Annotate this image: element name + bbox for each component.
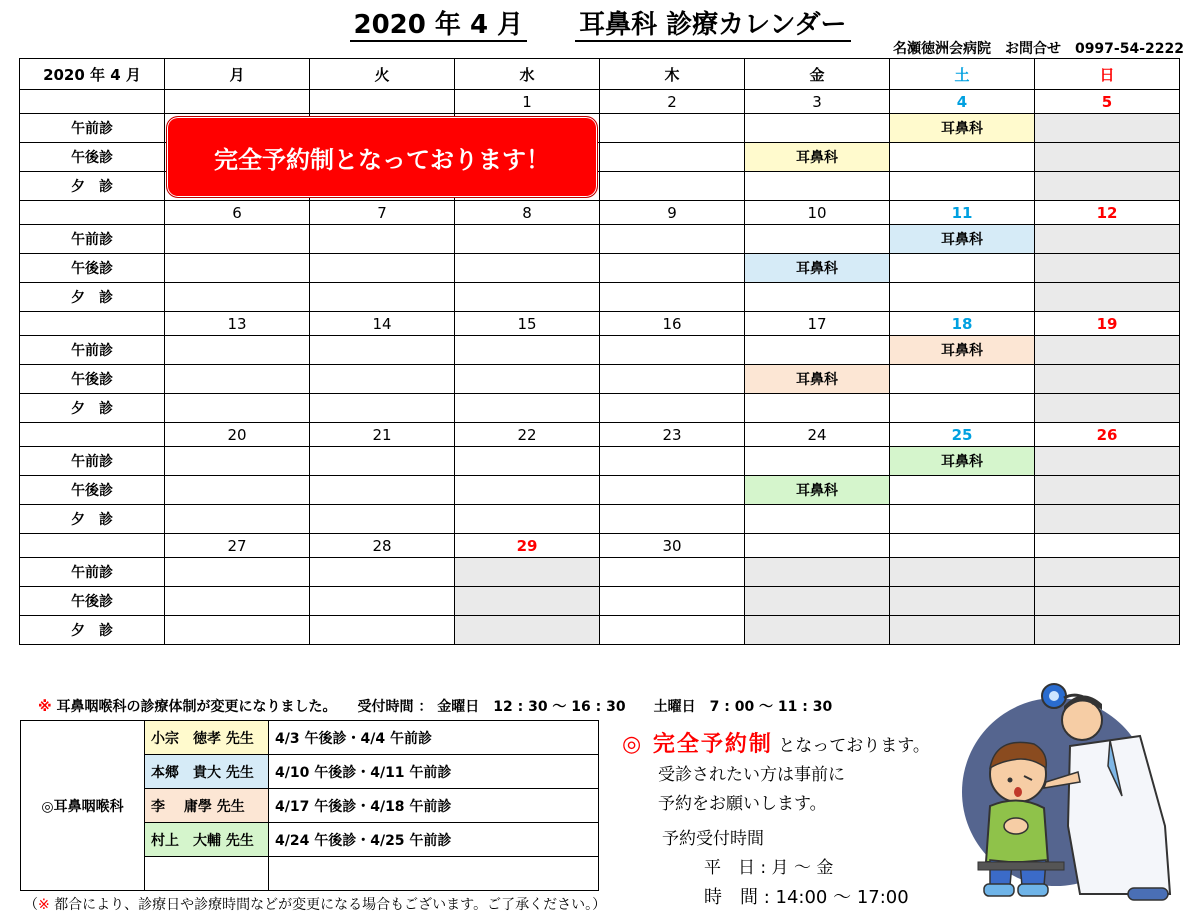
slot-label-pm: 午後診: [20, 476, 165, 505]
full-reservation-banner: 完全予約制となっております！: [166, 116, 598, 198]
clinic-cell: 耳鼻科: [745, 365, 890, 394]
schedule-change-notice: [38, 696, 832, 716]
date-cell: 12: [1035, 201, 1180, 225]
week-3-dates: [20, 312, 1180, 336]
slot-label-am: 午前診: [20, 225, 165, 254]
doctor-dates: 4/3 午後診・4/4 午前診: [269, 721, 599, 755]
header-sat: 土: [890, 59, 1035, 90]
date-cell: 11: [890, 201, 1035, 225]
notice-mark: ※: [38, 699, 52, 715]
week-2-dates: [20, 201, 1180, 225]
header-corner: 2020 年 4 月: [20, 59, 165, 90]
date-cell: 21: [310, 423, 455, 447]
hours-time: 時 間 : 14:00 〜 17:00: [704, 887, 909, 908]
clinic-cell: 耳鼻科: [890, 114, 1035, 143]
footer-note: （※ 都合により、診療日や診療時間などが変更になる場合もございます。ご了承ください。）: [24, 897, 607, 913]
date-cell: 8: [455, 201, 600, 225]
date-cell: 24: [745, 423, 890, 447]
date-cell: 29: [455, 534, 600, 558]
doctor-name: 李 庸學 先生: [145, 789, 269, 823]
hours-weekday: 平 日 : 月 〜 金: [704, 858, 834, 878]
date-cell: 18: [890, 312, 1035, 336]
doctor-dates: 4/24 午後診・4/25 午前診: [269, 823, 599, 857]
header-tue: 火: [310, 59, 455, 90]
hours-title: 予約受付時間: [662, 829, 764, 849]
date-cell: 26: [1035, 423, 1180, 447]
slot-label-eve: 夕 診: [20, 616, 165, 645]
doctor-name: 村上 大輔 先生: [145, 823, 269, 857]
slot-label-am: 午前診: [20, 447, 165, 476]
week-5-dates: [20, 534, 1180, 558]
clinic-cell: 耳鼻科: [890, 447, 1035, 476]
title-text: 耳鼻科 診療カレンダー: [575, 10, 850, 42]
clinic-cell: 耳鼻科: [890, 336, 1035, 365]
header-wed: 水: [455, 59, 600, 90]
date-cell: 10: [745, 201, 890, 225]
date-cell: 6: [165, 201, 310, 225]
clinic-cell: 耳鼻科: [745, 254, 890, 283]
slot-label-eve: 夕 診: [20, 394, 165, 423]
calendar-header: [20, 59, 1180, 90]
notice-text: 耳鼻咽喉科の診療体制が変更になりました。 受付時間 ： 金曜日 12 : 30 〜 16 : 30 土曜日 7 : 00 〜 11 : 30: [56, 699, 833, 715]
header-fri: 金: [745, 59, 890, 90]
date-cell: 25: [890, 423, 1035, 447]
date-cell: 22: [455, 423, 600, 447]
slot-label-pm: 午後診: [20, 143, 165, 172]
date-cell: 14: [310, 312, 455, 336]
doctor-name: 本郷 貴大 先生: [145, 755, 269, 789]
header-thu: 木: [600, 59, 745, 90]
clinic-cell: 耳鼻科: [745, 476, 890, 505]
date-cell: 17: [745, 312, 890, 336]
slot-label-am: 午前診: [20, 558, 165, 587]
slot-label-pm: 午後診: [20, 587, 165, 616]
reservation-heading: ◎ 完全予約制: [622, 732, 773, 757]
page-title: [0, 4, 1200, 41]
reservation-info: ◎ 完全予約制 となっております。 受診されたい方は事前に 予約をお願いします。 予約受付時間 平 日 : 月 〜 金 時 間 : 14:00 〜 17:00: [622, 730, 930, 912]
slot-label-eve: 夕 診: [20, 283, 165, 312]
slot-label-pm: 午後診: [20, 365, 165, 394]
date-cell: 23: [600, 423, 745, 447]
slot-label-am: 午前診: [20, 336, 165, 365]
date-cell: 4: [890, 90, 1035, 114]
doctor-dates: 4/17 午後診・4/18 午前診: [269, 789, 599, 823]
clinic-cell: 耳鼻科: [890, 225, 1035, 254]
slot-label-eve: 夕 診: [20, 172, 165, 201]
title-month: 2020 年 4 月: [350, 10, 528, 42]
date-cell: 19: [1035, 312, 1180, 336]
doctor-table: [20, 720, 599, 891]
slot-label-pm: 午後診: [20, 254, 165, 283]
header-mon: 月: [165, 59, 310, 90]
date-cell: [165, 90, 310, 114]
hospital-contact: 名瀬徳洲会病院 お問合せ 0997-54-2222: [892, 41, 1184, 57]
date-cell: 27: [165, 534, 310, 558]
date-cell: 20: [165, 423, 310, 447]
slot-label-eve: 夕 診: [20, 505, 165, 534]
week-4-dates: [20, 423, 1180, 447]
date-cell: [310, 90, 455, 114]
date-cell: 5: [1035, 90, 1180, 114]
date-cell: 28: [310, 534, 455, 558]
clinic-cell: 耳鼻科: [745, 143, 890, 172]
header-sun: 日: [1035, 59, 1180, 90]
dept-label: ◎耳鼻咽喉科: [21, 721, 145, 891]
date-cell: 13: [165, 312, 310, 336]
date-cell: 9: [600, 201, 745, 225]
date-cell: 30: [600, 534, 745, 558]
doctor-name: 小宗 徳孝 先生: [145, 721, 269, 755]
date-cell: 2: [600, 90, 745, 114]
date-cell: 7: [310, 201, 455, 225]
doctor-child-illustration: [960, 676, 1188, 912]
slot-label-am: 午前診: [20, 114, 165, 143]
date-cell: 1: [455, 90, 600, 114]
date-cell: 15: [455, 312, 600, 336]
date-cell: 16: [600, 312, 745, 336]
doctor-dates: 4/10 午後診・4/11 午前診: [269, 755, 599, 789]
date-cell: 3: [745, 90, 890, 114]
week-1-dates: [20, 90, 1180, 114]
